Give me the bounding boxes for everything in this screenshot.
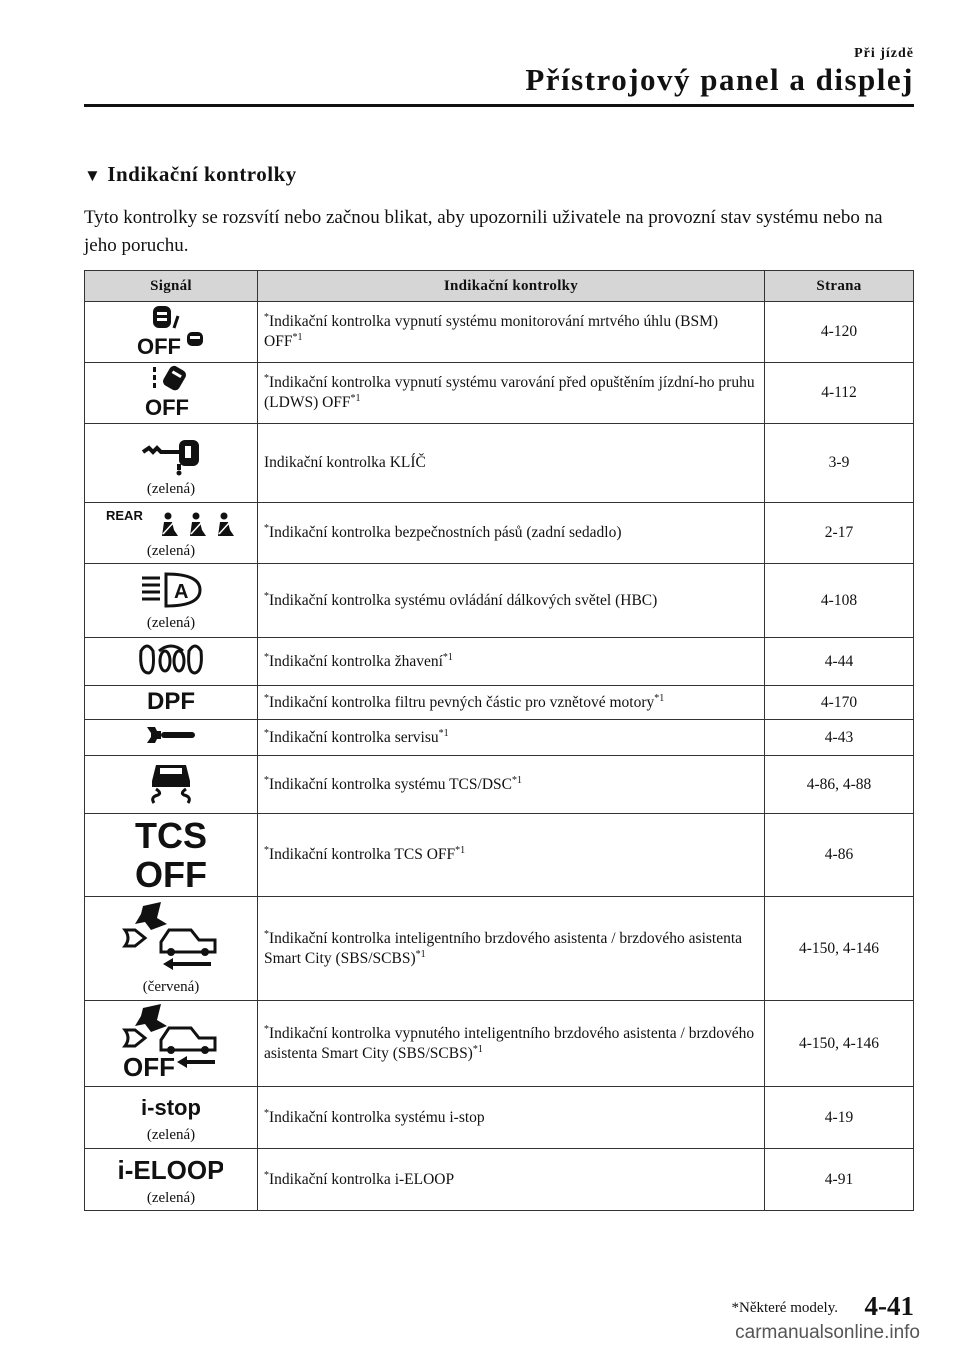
page-cell: 4-150, 4-146	[765, 1001, 914, 1087]
header-rule	[84, 104, 914, 107]
indicator-text: Indikační kontrolka systému i-stop	[269, 1108, 485, 1126]
table-row	[85, 814, 914, 897]
footnote-ref: *1	[415, 948, 426, 960]
indicator-cell	[258, 564, 765, 638]
page-cell: 4-91	[765, 1149, 914, 1211]
table-row	[85, 638, 914, 686]
indicator-cell	[258, 1149, 765, 1211]
ldws-off-icon	[141, 365, 201, 422]
header-indicator: Indikační kontrolky	[258, 271, 765, 302]
sbs-scbs-off-icon	[121, 1004, 221, 1083]
signal-cell	[85, 564, 258, 638]
hbc-letter: A	[174, 581, 189, 603]
off-label: OFF	[123, 1052, 175, 1078]
page-cell: 4-19	[765, 1087, 914, 1149]
indicator-cell	[258, 814, 765, 897]
table-row	[85, 1149, 914, 1211]
footnote-ref: *1	[472, 1043, 483, 1055]
indicator-text: Indikační kontrolka servisu	[269, 728, 439, 746]
svg-text:OFF: OFF	[137, 333, 181, 356]
signal-cell	[85, 302, 258, 363]
signal-cell	[85, 638, 258, 686]
footnote-ref: *1	[654, 692, 665, 704]
model-asterisk: *	[264, 928, 269, 940]
glow-plug-icon	[135, 641, 207, 682]
dpf-icon	[131, 687, 211, 718]
page-cell: 4-112	[765, 363, 914, 424]
footnote-ref: *1	[350, 392, 361, 404]
indicator-text: Indikační kontrolka vypnutí systému varování před opuštěním jízdní-ho pruhu (LDWS) OFF	[264, 374, 755, 411]
footnote-ref: *1	[292, 331, 303, 343]
watermark: carmanualsonline.info	[735, 1322, 920, 1343]
model-asterisk: *	[264, 844, 269, 856]
indicator-text: Indikační kontrolka i-ELOOP	[269, 1170, 455, 1188]
rear-label: REAR	[106, 507, 143, 523]
table-row	[85, 503, 914, 564]
footnote-ref: *1	[442, 651, 453, 663]
signal-cell	[85, 363, 258, 424]
signal-cell	[85, 1001, 258, 1087]
signal-cell	[85, 686, 258, 720]
page-cell: 4-150, 4-146	[765, 897, 914, 1001]
heading-marker: ▼	[84, 166, 102, 185]
i-eloop-icon	[119, 1153, 223, 1190]
table-row	[85, 564, 914, 638]
sbs-scbs-icon	[121, 902, 221, 979]
table-row	[85, 686, 914, 720]
wrench-icon	[143, 723, 199, 752]
signal-cell	[85, 897, 258, 1001]
signal-cell	[85, 424, 258, 503]
model-asterisk: *	[264, 1169, 269, 1181]
indicator-text: Indikační kontrolka žhavení	[269, 652, 443, 670]
indicator-text: Indikační kontrolka bezpečnostních pásů (zadní sedadlo)	[269, 524, 622, 541]
model-asterisk: *	[264, 774, 269, 786]
footnote-ref: *1	[438, 727, 449, 739]
model-asterisk: *	[264, 727, 269, 739]
indicator-cell	[258, 756, 765, 814]
header-page: Strana	[765, 271, 914, 302]
color-note: (zelená)	[146, 1190, 196, 1206]
tcs-label: TCS	[135, 814, 207, 856]
signal-cell	[85, 756, 258, 814]
color-note: (zelená)	[146, 480, 196, 497]
indicator-text: Indikační kontrolka vypnutého inteligentního brzdového asistenta / brzdového asistenta Smart City (SBS/SCBS)	[264, 1024, 755, 1062]
page-cell: 2-17	[765, 503, 914, 564]
bsm-off-icon	[133, 304, 209, 361]
indicator-cell	[258, 897, 765, 1001]
table-row	[85, 363, 914, 424]
model-asterisk: *	[264, 651, 269, 663]
indicator-cell	[258, 424, 765, 503]
indicator-cell	[258, 720, 765, 756]
indicator-table	[84, 270, 914, 1211]
color-note: (zelená)	[146, 542, 196, 559]
indicator-cell	[258, 1087, 765, 1149]
model-asterisk: *	[264, 522, 269, 534]
indicator-cell	[258, 638, 765, 686]
model-asterisk: *	[264, 1023, 269, 1035]
model-asterisk: *	[264, 590, 269, 602]
footnote-ref: *1	[511, 774, 522, 786]
indicator-text: Indikační kontrolka KLÍČ	[264, 454, 426, 471]
color-note: (zelená)	[146, 1127, 196, 1143]
table-row	[85, 720, 914, 756]
page-cell: 4-86	[765, 814, 914, 897]
table-row	[85, 897, 914, 1001]
color-note: (zelená)	[146, 615, 196, 631]
indicator-cell	[258, 363, 765, 424]
indicator-cell	[258, 686, 765, 720]
indicator-cell	[258, 302, 765, 363]
header-signal: Signál	[85, 271, 258, 302]
indicator-text: Indikační kontrolka inteligentního brzdového asistenta / brzdového asistenta Smart City (SBS/SCBS)	[264, 929, 743, 967]
svg-text:OFF: OFF	[145, 394, 189, 417]
signal-cell	[85, 1149, 258, 1211]
intro-paragraph: Tyto kontrolky se rozsvítí nebo začnou blikat, aby upozornili uživatele na provozní stav systému nebo na jeho poruchu.	[84, 207, 883, 256]
color-note: (červená)	[142, 979, 200, 995]
dpf-label: DPF	[147, 688, 195, 713]
indicator-text: Indikační kontrolka vypnutí systému monitorování mrtvého úhlu (BSM) OFF	[264, 313, 719, 350]
indicator-text: Indikační kontrolka systému TCS/DSC	[269, 775, 512, 793]
footnote-models: *Některé modely.	[731, 1300, 838, 1316]
tcs-off-icon	[131, 815, 211, 896]
i-eloop-label: i-ELOOP	[119, 1155, 223, 1185]
indicator-text: Indikační kontrolka TCS OFF	[269, 846, 456, 863]
hbc-icon	[136, 570, 206, 615]
indicator-text: Indikační kontrolka systému ovládání dálkových světel (HBC)	[269, 591, 658, 609]
footnote-ref: *1	[455, 844, 466, 856]
table-row	[85, 424, 914, 503]
header-section: Při jízdě	[854, 46, 914, 61]
model-asterisk: *	[264, 1107, 269, 1119]
indicator-cell	[258, 1001, 765, 1087]
i-stop-label: i-stop	[141, 1095, 201, 1120]
i-stop-icon	[136, 1092, 206, 1127]
page-cell: 4-44	[765, 638, 914, 686]
table-row	[85, 1087, 914, 1149]
model-asterisk: *	[264, 311, 269, 323]
signal-cell	[85, 720, 258, 756]
model-asterisk: *	[264, 372, 269, 384]
signal-cell	[85, 1087, 258, 1149]
model-asterisk: *	[264, 692, 269, 704]
page-cell: 3-9	[765, 424, 914, 503]
signal-cell	[85, 814, 258, 897]
section-heading	[84, 162, 297, 187]
page-title: Přístrojový panel a displej	[525, 62, 914, 97]
signal-cell	[85, 503, 258, 564]
page-cell: 4-43	[765, 720, 914, 756]
indicator-cell	[258, 503, 765, 564]
section-heading-text: Indikační kontrolky	[107, 162, 297, 186]
rear-seatbelt-icon	[106, 508, 236, 543]
tcs-dsc-icon	[146, 759, 196, 810]
table-header-row	[85, 271, 914, 302]
indicator-text: Indikační kontrolka filtru pevných částic pro vznětové motory	[269, 693, 655, 711]
table-row	[85, 756, 914, 814]
table-row	[85, 1001, 914, 1087]
off-label: OFF	[135, 853, 207, 891]
page-cell: 4-120	[765, 302, 914, 363]
table-row	[85, 302, 914, 363]
page-cell: 4-170	[765, 686, 914, 720]
key-icon	[139, 430, 203, 481]
page-cell: 4-108	[765, 564, 914, 638]
page-number: 4-41	[864, 1291, 914, 1321]
page-cell: 4-86, 4-88	[765, 756, 914, 814]
